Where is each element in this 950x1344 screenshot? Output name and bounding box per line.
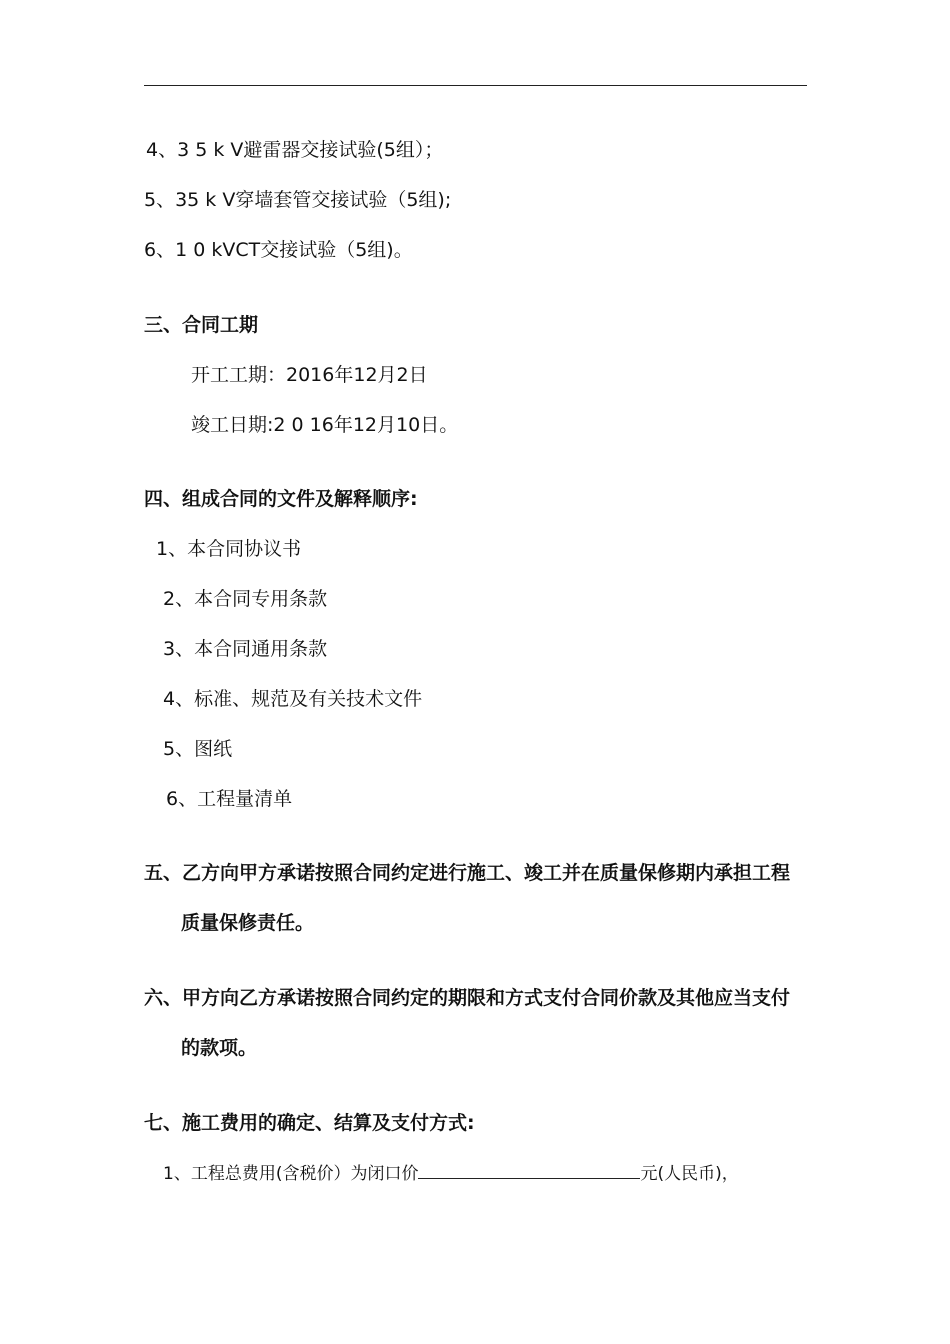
total-cost-label: 1、工程总费用(含税价）为闭口价: [163, 1164, 419, 1184]
list-item-ct-test: 6、1 0 kVCT交接试验（5组)。: [144, 239, 413, 261]
amount-blank[interactable]: [418, 1160, 640, 1179]
document-item: 2、本合同专用条款: [163, 588, 328, 610]
start-date-line: 开工工期：2016年12月2日: [191, 364, 428, 386]
total-cost-line: [163, 1160, 739, 1187]
list-item-arrester-test: 4、3 5 k V避雷器交接试验(5组）；: [146, 139, 444, 161]
list-item-bushing-test: 5、35 k V穿墙套管交接试验（5组);: [144, 189, 452, 211]
section-heading-contract-period: 三、合同工期: [144, 314, 259, 336]
section-heading-payment-terms: 七、施工费用的确定、结算及支付方式:: [144, 1112, 475, 1134]
section-heading-employer-commitment-cont: 的款项。: [181, 1037, 258, 1059]
section-heading-contractor-commitment: 五、乙方向甲方承诺按照合同约定进行施工、竣工并在质量保修期内承担工程: [144, 862, 791, 884]
document-item: 5、图纸: [163, 738, 233, 760]
completion-date-line: 竣工日期:2 0 16年12月10日。: [191, 414, 459, 436]
document-item: 1、本合同协议书: [156, 538, 302, 560]
header-rule: [144, 85, 807, 86]
document-item: 4、标准、规范及有关技术文件: [163, 688, 423, 710]
document-item: 3、本合同通用条款: [163, 638, 328, 660]
section-heading-employer-commitment: 六、甲方向乙方承诺按照合同约定的期限和方式支付合同价款及其他应当支付: [144, 987, 791, 1009]
section-heading-contract-documents: 四、组成合同的文件及解释顺序:: [144, 488, 418, 510]
section-heading-contractor-commitment-cont: 质量保修责任。: [181, 912, 315, 934]
total-cost-currency: 元(人民币)，: [640, 1164, 739, 1184]
document-item: 6、工程量清单: [166, 788, 293, 810]
